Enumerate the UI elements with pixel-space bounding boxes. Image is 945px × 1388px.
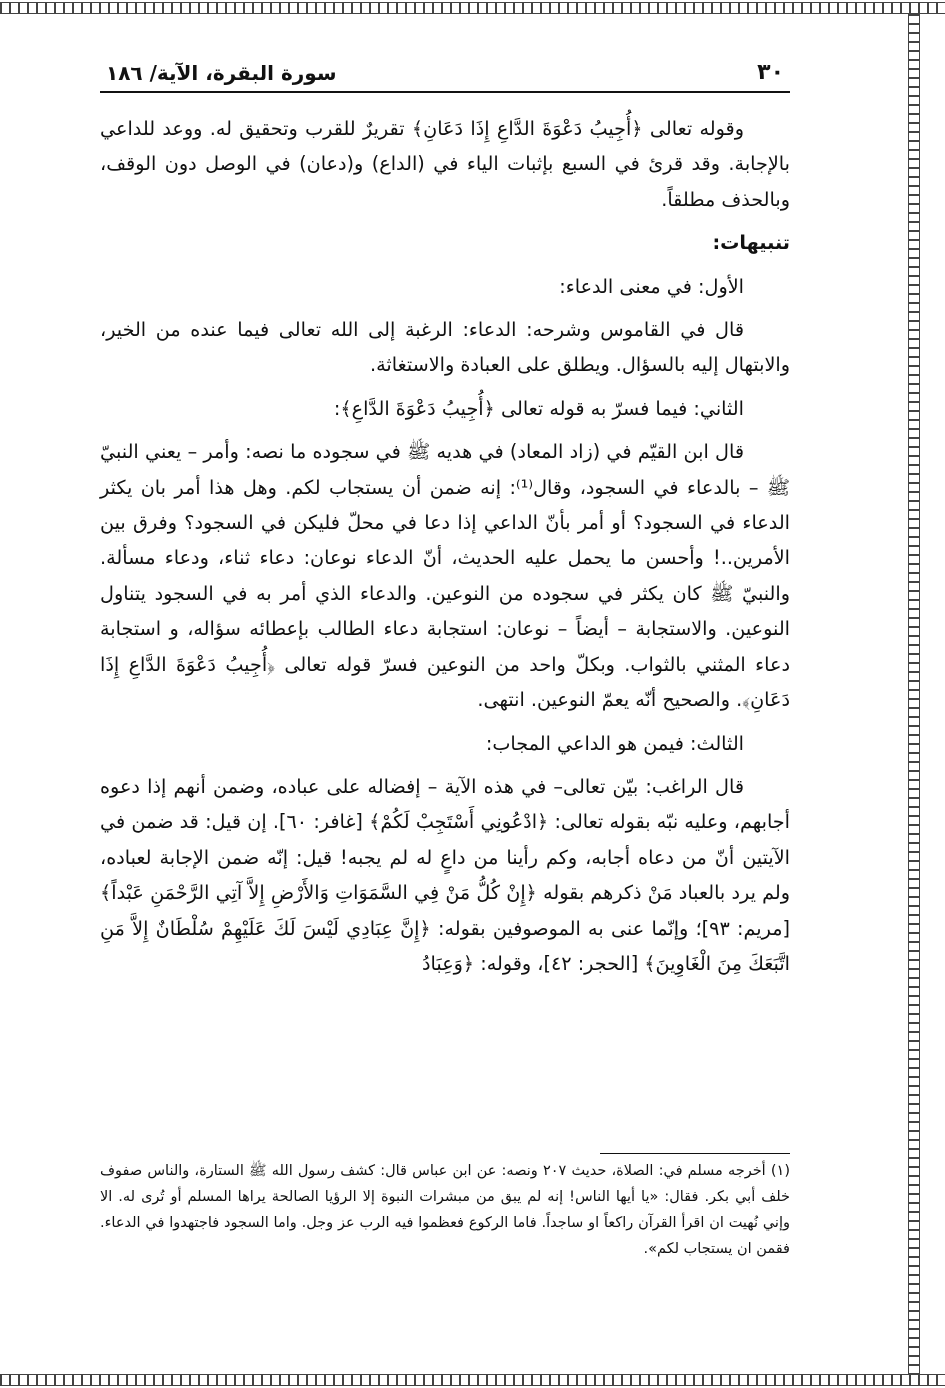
- paragraph-2: قال في القاموس وشرحه: الدعاء: الرغبة إلى الله تعالى فيما عنده من الخير، والابتهال إليه بالسؤال. ويطلق على العبادة والاستغاثة.: [100, 318, 790, 377]
- heading-second: الثاني: فيما فسرّ به قوله تعالى ﴿أُجِيبُ دَعْوَةَ الدَّاعِ﴾:: [333, 396, 744, 420]
- page-header: [100, 60, 790, 93]
- decorative-border-top: [0, 2, 945, 14]
- heading-first: الأول: في معنى الدعاء:: [559, 274, 744, 298]
- running-title: سورة البقرة، الآية/ ١٨٦: [106, 60, 337, 85]
- footnote-separator: [600, 1153, 790, 1154]
- paragraph-4: قال الراغب: بيّن تعالى– في هذه الآية – إفضاله على عباده، وضمن أنهم إذا دعوه أجابهم، وعليه نبّه بقوله تعالى: ﴿ادْعُونِي أَسْتَجِبْ لَكُمْ﴾ [غافر: ٦٠]. إن قيل: قد ضمن في الآيتين أنّ من دعاه أجابه، وكم رأينا من داعٍ له لم يجبه! قيل: إنّه ضمن الإجابة لعباده، ولم يرد بالعباد مَنْ ذكرهم بقوله ﴿إِنْ كُلُّ مَنْ فِي السَّمَوَاتِ وَالأَرْضِ إِلاَّ آتِي الرَّحْمَنِ عَبْداً﴾ [مريم: ٩٣]؛ وإنّما عنى به الموصوفين بقوله: ﴿إِنَّ عِبَادِي لَيْسَ لَكَ عَلَيْهِمْ سُلْطَانٌ إِلاَّ مَنِ اتَّبَعَكَ مِنَ الْغَاوِينَ﴾ [الحجر: ٤٢]، وقوله: ﴿وَعِبَادُ: [100, 774, 790, 975]
- page-number: ٣٠: [757, 60, 784, 85]
- heading-third: الثالث: فيمن هو الداعي المجاب:: [485, 731, 744, 755]
- paragraph-3: قال ابن القيّم في (زاد المعاد) في هديه ﷺ في سجوده ما نصه: وأمر – يعني النبيّ ﷺ – بالدعاء في السجود، وقال⁽¹⁾: إنه ضمن أن يستجاب لكم. وهل هذا أمر بان يكثر الدعاء في السجود؟ أو أمر بأنّ الداعي إذا دعا في محلّ فليكن في السجود؟ وفرق بين الأمرين..! وأحسن ما يحمل عليه الحديث، أنّ الدعاء نوعان: دعاء ثناء، ودعاء مسألة. والنبيّ ﷺ كان يكثر في سجوده من النوعين. والدعاء الذي أمر به في السجود يتناول النوعين. والاستجابة – أيضاً – نوعان: استجابة دعاء الطالب بإعطائه سؤاله، و استجابة دعاء المثني بالثواب. وبكلّ واحد من النوعين فسرّ قوله تعالى ﴿أُجِيبُ دَعْوَةَ الدَّاعِ إِذَا دَعَانِ﴾. والصحيح أنّه يعمّ النوعين. انتهى.: [100, 440, 790, 712]
- decorative-border-right: [908, 14, 920, 1374]
- heading-notices: تنبيهات:: [712, 231, 790, 255]
- body-text: [100, 111, 790, 981]
- paragraph-1: وقوله تعالى ﴿أُجِيبُ دَعْوَةَ الدَّاعِ إِذَا دَعَانِ﴾ تقريرٌ للقرب وتحقيق له. ووعد للداعي بالإجابة. وقد قرئ في السبع بإثبات الياء في (الداع) و(دعان) في الوصل دون الوقف، وبالحذف مطلقاً.: [100, 117, 790, 211]
- footnote: (١) أخرجه مسلم في: الصلاة، حديث ٢٠٧ ونصه: عن ابن عباس قال: كشف رسول الله ﷺ الستارة، والناس صفوف خلف أبي بكر. فقال: «يا أيها الناس! إنه لم يبق من مبشرات النبوة إلا الرؤيا الصالحة يراها المسلم أو تُرى له. الا وإني نُهيت ان اقرأ القرآن راكعاً او ساجداً. فاما الركوع فعظموا فيه الرب عز وجل. واما السجود فاجتهدوا في الدعاء. فقمن ان يستجاب لكم».: [100, 1163, 790, 1257]
- decorative-border-bottom: [0, 1374, 945, 1386]
- page-content: [100, 60, 790, 989]
